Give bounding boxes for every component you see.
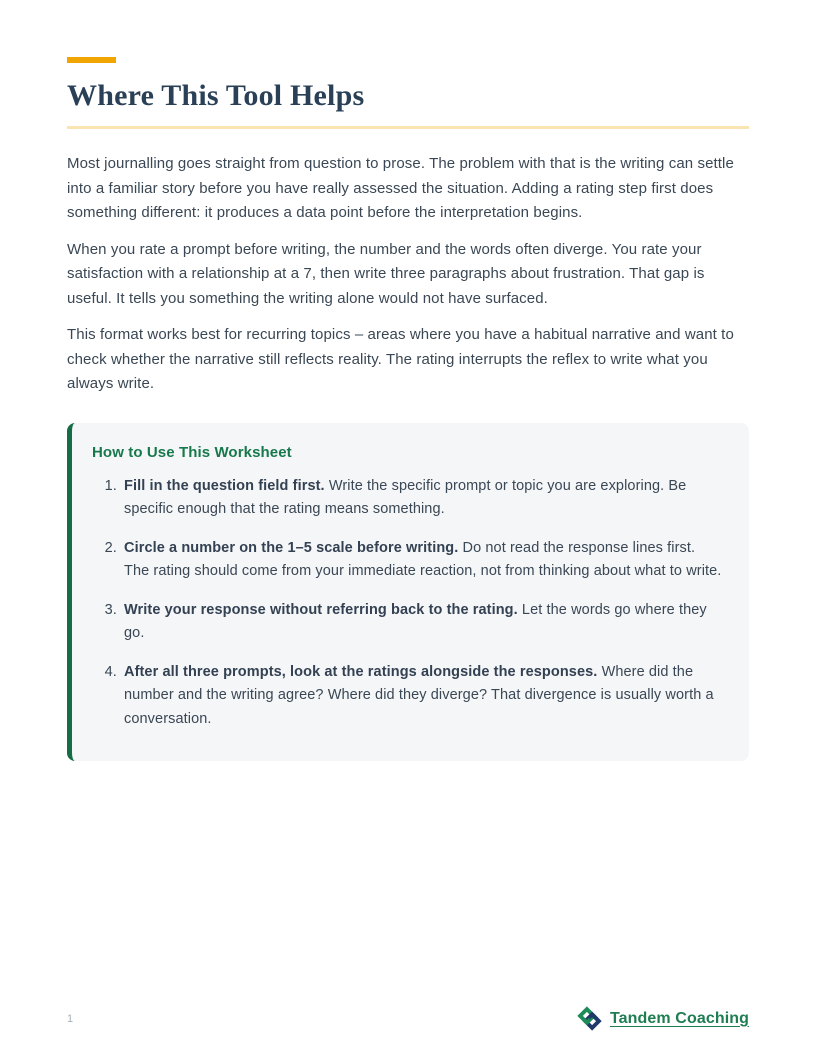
- list-item-text: Write the specific prompt or topic you are exploring. Be specific enough that the rating means something.: [124, 477, 687, 517]
- list-item-lead: Fill in the question field first.: [124, 477, 325, 494]
- list-item-lead: After all three prompts, look at the ratings alongside the responses.: [124, 663, 598, 680]
- intro-paragraph-1: Most journalling goes straight from question to prose. The problem with that is the writing can settle into a familiar story before you have really assessed the situation. Adding a rating step first does something different: it produces a data point before the interpretation begins.: [67, 155, 734, 221]
- intro-paragraph-3: This format works best for recurring topics – areas where you have a habitual narrative and want to check whether the narrative still reflects reality. The rating interrupts the reflex to write what you always write.: [67, 326, 734, 392]
- list-item-lead: Write your response without referring back to the rating.: [124, 601, 518, 618]
- page-footer: [67, 1005, 749, 1032]
- list-item-text: Where did the number and the writing agree? Where did they diverge? That divergence is usually worth a conversation.: [124, 663, 714, 727]
- accent-kicker-bar: [67, 57, 116, 63]
- intro-paragraph-2: When you rate a prompt before writing, the number and the words often diverge. You rate your satisfaction with a relationship at a 7, then write three paragraphs about frustration. That gap is useful. It tells you something the writing alone would not have surfaced.: [67, 240, 705, 307]
- page-number: 1: [67, 1012, 74, 1025]
- brand-logo-link[interactable]: [576, 1005, 749, 1032]
- list-item: [121, 537, 723, 584]
- brand-name: Tandem Coaching: [610, 1009, 749, 1027]
- list-item-lead: Circle a number on the 1–5 scale before writing.: [124, 539, 459, 556]
- page-title: Where This Tool Helps: [67, 79, 749, 129]
- instruction-list: [121, 475, 723, 732]
- list-item-text: Do not read the response lines first. The rating should come from your immediate reaction, not from thinking about what to write.: [124, 539, 722, 579]
- callout-heading: How to Use This Worksheet: [92, 443, 292, 461]
- list-item: [121, 599, 723, 646]
- list-item: [121, 475, 723, 522]
- tandem-diamonds-icon: [576, 1005, 603, 1032]
- how-to-use-callout: [67, 423, 749, 762]
- list-item: [121, 661, 723, 732]
- list-item-text: Let the words go where they go.: [124, 601, 707, 641]
